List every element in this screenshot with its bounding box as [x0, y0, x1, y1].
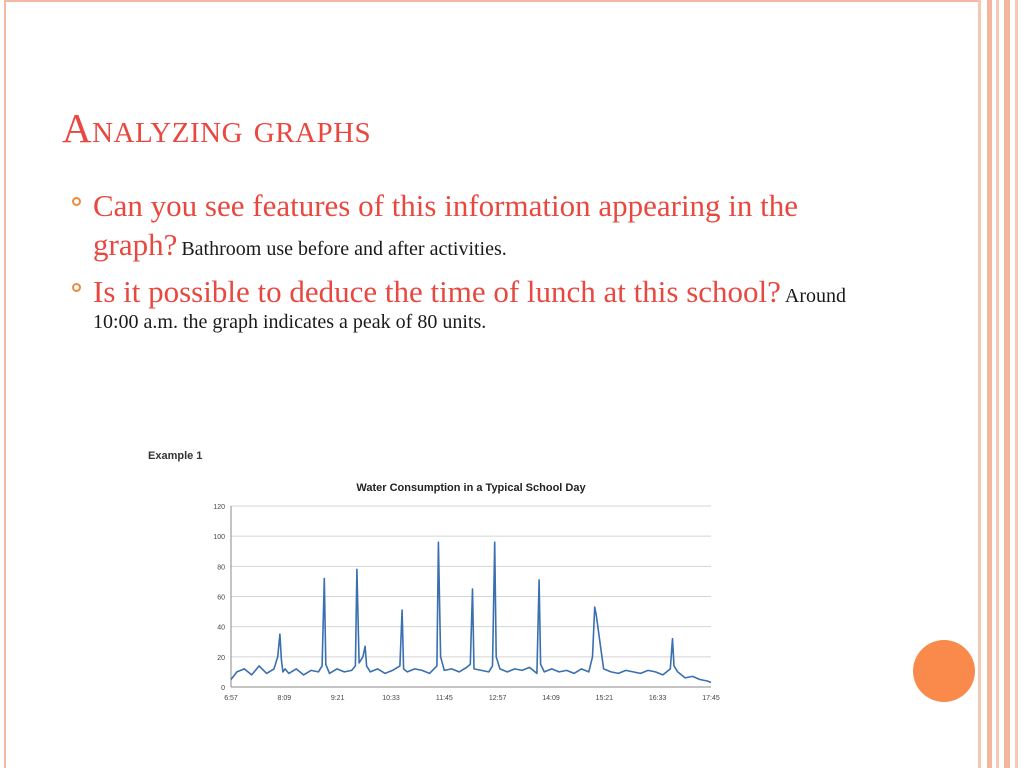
y-tick-label: 80: [217, 564, 225, 572]
y-tick-label: 100: [213, 534, 225, 542]
y-tick-label: 40: [217, 624, 225, 632]
bullet-list: [72, 186, 852, 342]
x-tick-label: 8:09: [277, 695, 292, 702]
chart-svg: [141, 444, 793, 706]
bullet-item: [72, 186, 852, 264]
y-tick-label: 0: [221, 685, 225, 692]
x-tick-label: 17:45: [702, 695, 720, 702]
x-tick-label: 6:57: [224, 695, 238, 702]
frame-top-border: [4, 0, 980, 2]
y-tick-label: 60: [217, 594, 225, 602]
bullet-answer: Around 10:00 a.m. the graph indicates a peak of 80 units.: [93, 285, 846, 333]
x-tick-label: 15:21: [595, 695, 614, 702]
chart-figure: [141, 444, 793, 706]
y-tick-label: 20: [217, 654, 225, 662]
x-tick-label: 9:21: [330, 695, 345, 702]
bullet-question: Can you see features of this information appearing in the graph?: [93, 188, 799, 262]
frame-left-border: [4, 0, 6, 768]
y-tick-label: 120: [213, 504, 225, 511]
bullet-answer: Bathroom use before and after activities.: [181, 238, 507, 260]
bullet-ring-icon: [72, 197, 81, 206]
decorative-orange-circle: [913, 640, 975, 702]
chart-title: Water Consumption in a Typical School Day: [356, 482, 586, 494]
x-tick-label: 14:09: [542, 695, 560, 702]
x-tick-label: 10:33: [382, 695, 400, 702]
bullet-question: Is it possible to deduce the time of lunch at this school?: [93, 274, 781, 309]
chart-example-label: Example 1: [148, 450, 203, 462]
series-line: [231, 542, 711, 682]
bullet-ring-icon: [72, 283, 81, 292]
bullet-item: [72, 272, 852, 334]
slide-title: Analyzing graphs: [62, 105, 372, 151]
decorative-stripes: [978, 0, 1024, 768]
x-tick-label: 12:57: [488, 695, 507, 702]
x-tick-label: 11:45: [435, 695, 453, 702]
x-tick-label: 16:33: [648, 695, 667, 702]
